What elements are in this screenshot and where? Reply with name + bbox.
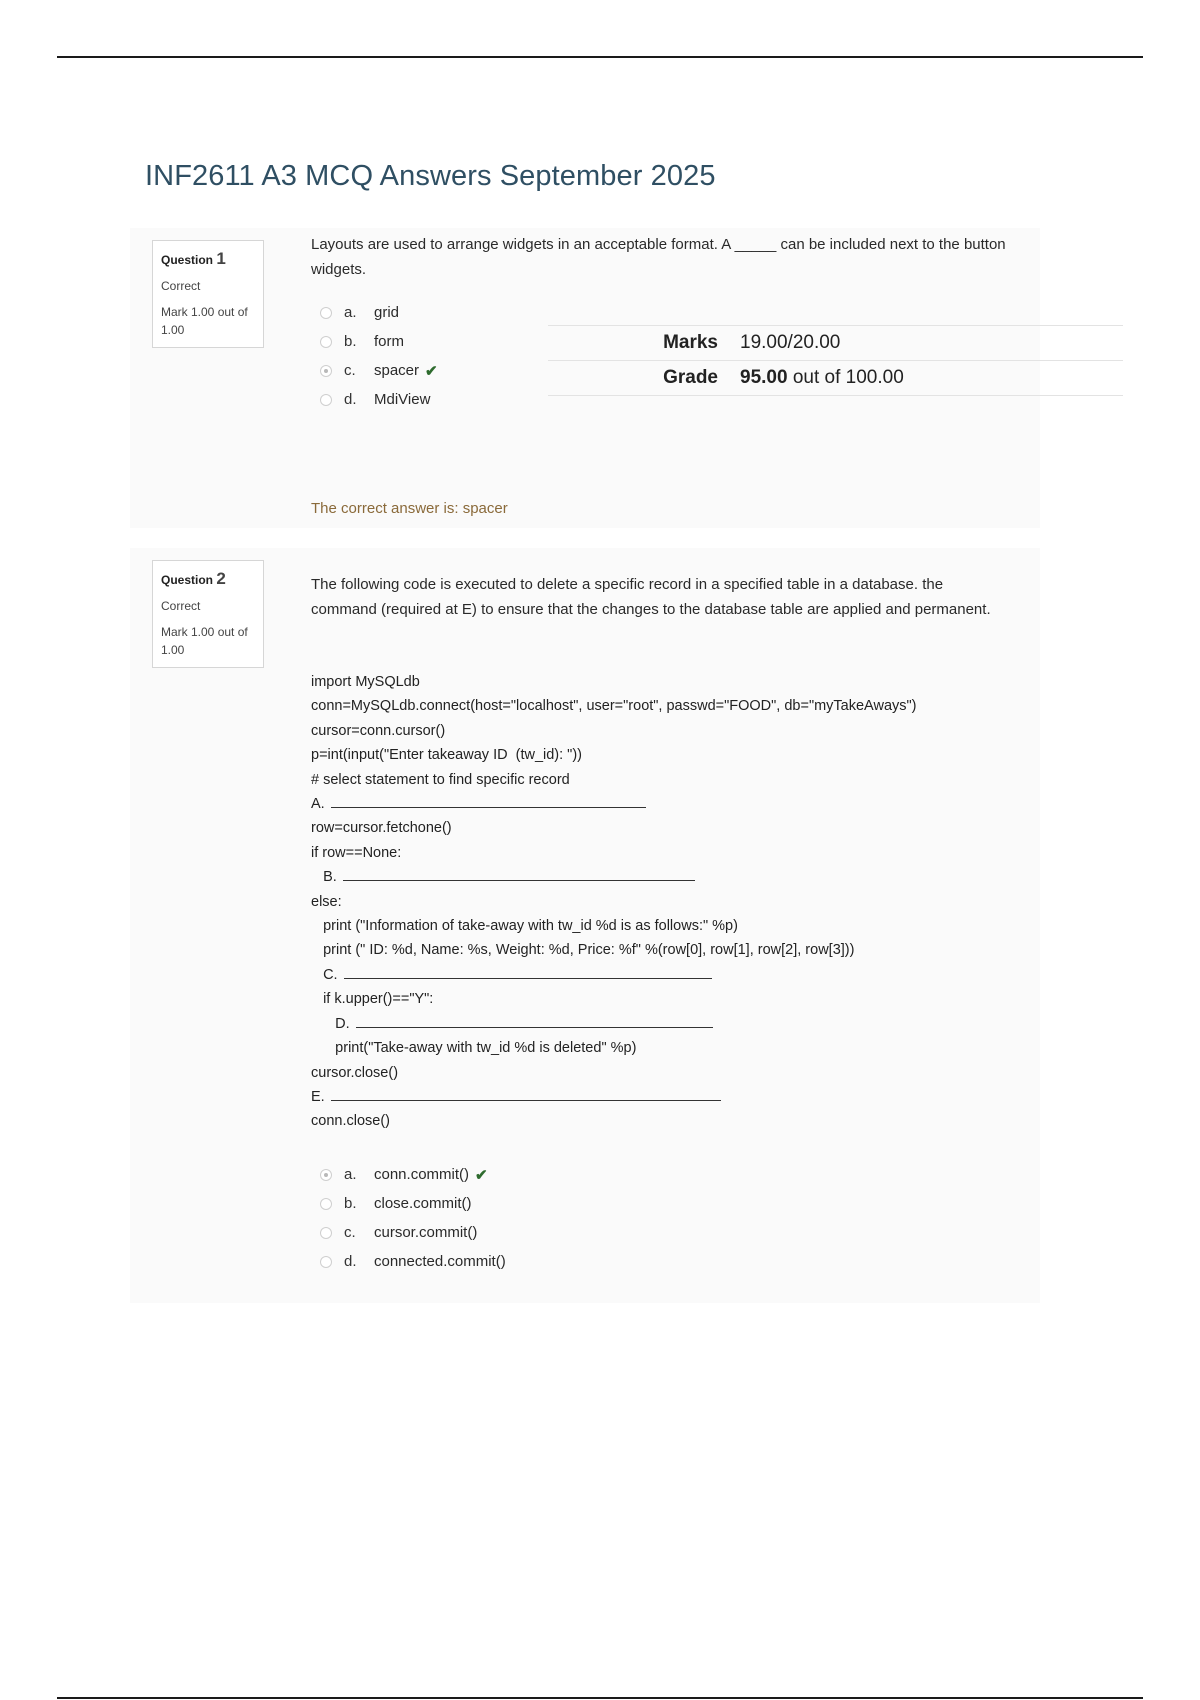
grade-row bbox=[548, 360, 1123, 396]
code-text: print("Take-away with tw_id %d is deleted" %p) bbox=[311, 1040, 637, 1057]
radio-button[interactable] bbox=[320, 307, 332, 319]
option-letter: d. bbox=[344, 391, 357, 408]
code-text: conn.close() bbox=[311, 1113, 390, 1130]
code-text: if row==None: bbox=[311, 844, 402, 861]
code-text: conn=MySQLdb.connect(host="localhost", user="root", passwd="FOOD", db="myTakeAways") bbox=[311, 698, 917, 715]
question-number: 2 bbox=[216, 569, 226, 588]
code-text: row=cursor.fetchone() bbox=[311, 820, 452, 837]
option-letter: a. bbox=[344, 304, 357, 321]
radio-button[interactable] bbox=[320, 1198, 332, 1210]
question-status: Correct bbox=[161, 599, 201, 613]
score-summary bbox=[548, 325, 1123, 396]
code-snippet bbox=[311, 670, 916, 1134]
code-text: # select statement to find specific record bbox=[311, 771, 570, 788]
option-text: cursor.commit() bbox=[374, 1224, 478, 1241]
question-1-text: Layouts are used to arrange widgets in an acceptable format. A _____ can be included next to the button widgets. bbox=[311, 236, 1006, 278]
marks-value: 19.00/20.00 bbox=[740, 332, 841, 353]
page-title: INF2611 A3 MCQ Answers September 2025 bbox=[145, 160, 716, 192]
answer-option-selected[interactable] bbox=[320, 1160, 506, 1189]
radio-button-selected[interactable] bbox=[320, 1169, 332, 1181]
marks-row bbox=[548, 325, 1123, 360]
code-line bbox=[311, 890, 916, 914]
question-2-block bbox=[130, 548, 1040, 1303]
code-line bbox=[311, 1085, 916, 1109]
code-line bbox=[311, 914, 916, 938]
code-line bbox=[311, 816, 916, 840]
checkmark-icon: ✔ bbox=[425, 362, 438, 380]
grade-out-of: out of 100.00 bbox=[787, 367, 904, 388]
option-text: conn.commit() bbox=[374, 1166, 470, 1183]
code-line bbox=[311, 670, 916, 694]
code-text: C. bbox=[311, 966, 338, 983]
fill-in-blank-line bbox=[344, 964, 712, 979]
radio-button[interactable] bbox=[320, 336, 332, 348]
answer-option[interactable] bbox=[320, 1218, 506, 1247]
question-1-feedback: The correct answer is: spacer bbox=[311, 500, 508, 517]
code-text: E. bbox=[311, 1088, 325, 1105]
option-letter: d. bbox=[344, 1253, 357, 1270]
code-line bbox=[311, 1036, 916, 1060]
grade-value bbox=[740, 367, 904, 389]
question-2-answers bbox=[320, 1160, 506, 1276]
question-1-info bbox=[152, 240, 264, 348]
code-line bbox=[311, 694, 916, 718]
code-line bbox=[311, 792, 916, 816]
question-2-info bbox=[152, 560, 264, 668]
question-2-header bbox=[161, 569, 255, 589]
code-text: cursor=conn.cursor() bbox=[311, 722, 446, 739]
option-text: MdiView bbox=[374, 391, 431, 408]
radio-button[interactable] bbox=[320, 394, 332, 406]
question-status: Correct bbox=[161, 279, 201, 293]
code-text: print ("Information of take-away with tw_id %d is as follows:" %p) bbox=[311, 918, 738, 935]
question-1-answers bbox=[320, 298, 438, 414]
code-text: cursor.close() bbox=[311, 1064, 399, 1081]
option-text: spacer bbox=[374, 362, 420, 379]
option-letter: b. bbox=[344, 333, 357, 350]
option-text: form bbox=[374, 333, 404, 350]
code-text: B. bbox=[311, 869, 337, 886]
code-text: print (" ID: %d, Name: %s, Weight: %d, Price: %f" %(row[0], row[1], row[2], row[3])) bbox=[311, 942, 855, 959]
code-line bbox=[311, 841, 916, 865]
question-1-header bbox=[161, 249, 255, 269]
checkmark-icon: ✔ bbox=[475, 1166, 488, 1184]
question-label: Question bbox=[161, 253, 214, 267]
option-letter: a. bbox=[344, 1166, 357, 1183]
grade-label: Grade bbox=[663, 367, 718, 388]
question-mark: Mark 1.00 out of 1.00 bbox=[161, 625, 248, 657]
code-line bbox=[311, 1012, 916, 1036]
code-line bbox=[311, 1109, 916, 1133]
code-line bbox=[311, 938, 916, 962]
top-rule bbox=[57, 56, 1143, 58]
radio-button-selected[interactable] bbox=[320, 365, 332, 377]
code-line bbox=[311, 768, 916, 792]
answer-option[interactable] bbox=[320, 1247, 506, 1276]
question-2-text: The following code is executed to delete a specific record in a specified table in a database. the command (required at E) to ensure that the changes to the database table are applied and permanent. bbox=[311, 576, 991, 618]
fill-in-blank-line bbox=[331, 1086, 721, 1101]
code-text: else: bbox=[311, 893, 342, 910]
code-line bbox=[311, 743, 916, 767]
answer-option[interactable] bbox=[320, 1189, 506, 1218]
code-line bbox=[311, 963, 916, 987]
code-text: A. bbox=[311, 796, 325, 813]
grade-score: 95.00 bbox=[740, 367, 788, 388]
bottom-rule bbox=[57, 1697, 1143, 1699]
code-line bbox=[311, 1061, 916, 1085]
option-text: close.commit() bbox=[374, 1195, 472, 1212]
answer-option[interactable] bbox=[320, 298, 438, 327]
question-mark: Mark 1.00 out of 1.00 bbox=[161, 305, 248, 337]
answer-option[interactable] bbox=[320, 385, 438, 414]
fill-in-blank-line bbox=[343, 866, 695, 881]
radio-button[interactable] bbox=[320, 1227, 332, 1239]
answer-option-selected[interactable] bbox=[320, 356, 438, 385]
answer-option[interactable] bbox=[320, 327, 438, 356]
code-line bbox=[311, 987, 916, 1011]
question-label: Question bbox=[161, 573, 214, 587]
question-number: 1 bbox=[216, 249, 226, 268]
code-text: p=int(input("Enter takeaway ID (tw_id): ")) bbox=[311, 747, 582, 764]
option-text: connected.commit() bbox=[374, 1253, 506, 1270]
code-line bbox=[311, 719, 916, 743]
option-letter: c. bbox=[344, 1224, 356, 1241]
option-letter: c. bbox=[344, 362, 356, 379]
fill-in-blank-line bbox=[356, 1013, 713, 1028]
code-line bbox=[311, 865, 916, 889]
code-text: if k.upper()=="Y": bbox=[311, 991, 434, 1008]
code-text: import MySQLdb bbox=[311, 674, 420, 690]
fill-in-blank-line bbox=[331, 793, 646, 808]
option-text: grid bbox=[374, 304, 400, 321]
radio-button[interactable] bbox=[320, 1256, 332, 1268]
marks-label: Marks bbox=[663, 332, 718, 353]
option-letter: b. bbox=[344, 1195, 357, 1212]
code-text: D. bbox=[311, 1015, 350, 1032]
